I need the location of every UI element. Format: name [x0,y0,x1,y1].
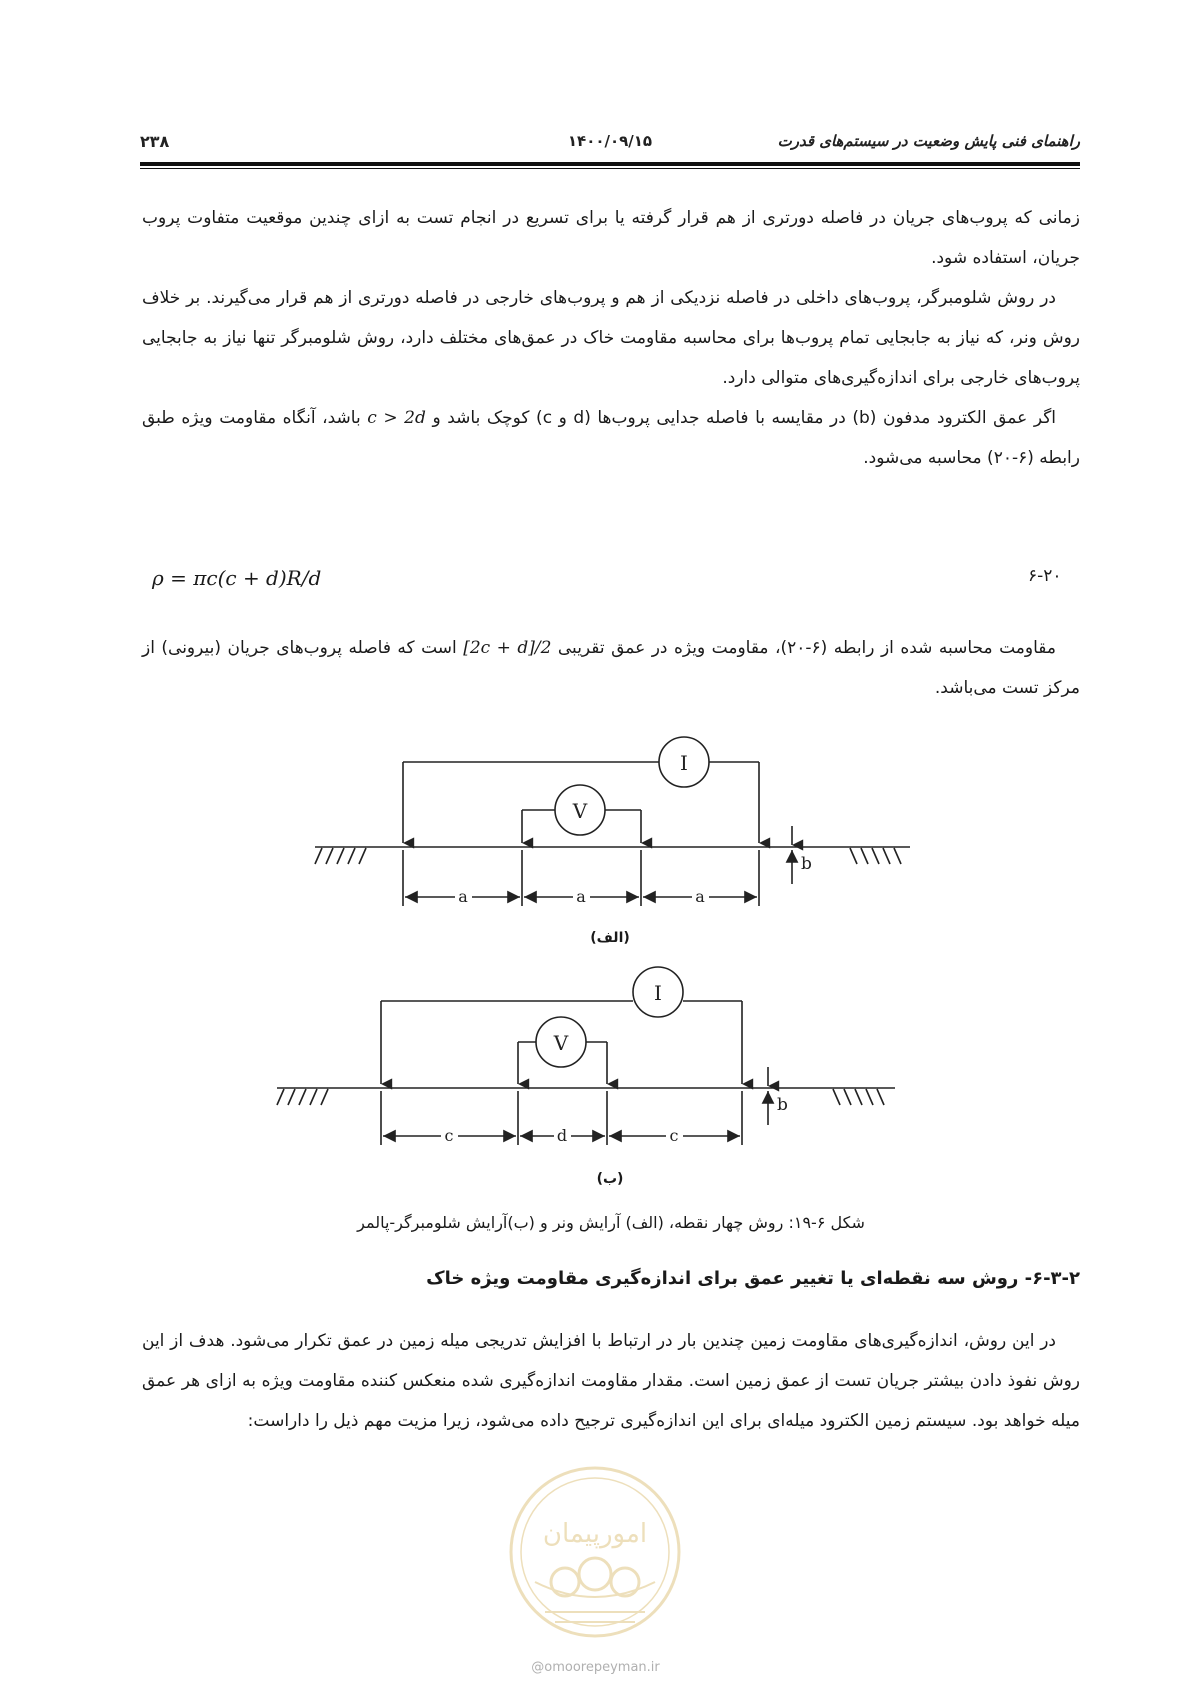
schlumberger-diagram [0,876,895,1145]
equation-formula: ρ = πc(c + d)R/d [152,566,322,590]
depth-b-label: b [777,1095,788,1115]
paragraph-3-end: باشد، آنگاه مقاومت ویژه طبق رابطه (۶-۲۰) محاسبه می‌شود. [142,408,1080,468]
figure-subcaption-a: (الف) [590,930,630,946]
spacing-a2-label: a [576,887,586,906]
ground-hatch-left-b [277,1089,328,1105]
inline-math-condition: c > 2d [367,408,426,428]
voltmeter-b-label: V [553,1031,569,1055]
header-date: ۱۴۰۰/۰۹/۱۵ [567,132,653,150]
paragraph-4-start: مقاومت محاسبه شده از رابطه (۶-۲۰)، مقاومت ویژه در عمق تقریبی [557,638,1056,658]
ground-hatch-left-a [315,848,366,864]
watermark-seal-logo [505,1462,685,1642]
voltmeter-a-label: V [572,799,588,823]
figure-caption: شکل ۶-۱۹: روش چهار نقطه، (الف) آرایش ونر و (ب)آرایش شلومبرگر-پالمر [357,1213,865,1232]
section-heading: ۶-۳-۲- روش سه نقطه‌ای یا تغییر عمق برای اندازه‌گیری مقاومت ویژه خاک [426,1268,1080,1289]
paragraph-4-end: است که فاصله پروب‌های جریان (بیرونی) از مرکز تست می‌باشد. [142,638,1080,698]
paragraph-5: در این روش، اندازه‌گیری‌های مقاومت زمین چندین بار در ارتباط با افزایش تدریجی میله زمین در عمق تکرار می‌شود. هدف از این روش نفوذ دادن بیشتر جریان تست از عمق زمین است. مقدار مقاومت اندازه‌گیری شده منعکس کننده مقاومت ویژه به ازای هر عمق میله خواهد بود. سیستم زمین الکترود میله‌ای برای این اندازه‌گیری ترجیح داده می‌شود، زیرا مزیت مهم ذیل را داراست: [142,1331,1080,1431]
spacing-a1-label: a [458,887,468,906]
spacing-c2-label: c [669,1126,679,1145]
ammeter-a-label: I [680,751,688,775]
spacing-a3-label: a [695,887,705,906]
wenner-diagram [315,737,910,906]
spacing-d-label: d [556,1126,568,1145]
seal-text: امورپیمان [542,1519,648,1549]
depth-a-label: b [801,854,812,874]
paragraph-3-start: اگر عمق الکترود مدفون (b) در مقایسه با فاصله جدایی پروب‌ها (d و c) کوچک باشد و [432,408,1057,428]
page-number: ۲۳۸ [140,132,170,151]
text-block-bottom [142,1321,1080,1441]
spacing-c1-label: c [444,1126,454,1145]
ammeter-b-label: I [654,981,662,1005]
paragraph-2: در روش شلومبرگر، پروب‌های داخلی در فاصله نزدیکی از هم و پروب‌های خارجی در فاصله دورتری از هم قرار می‌گیرند. بر خلاف روش ونر، که نیاز به جابجایی تمام پروب‌ها برای محاسبه مقاومت خاک در عمق‌های مختلف دارد، روش شلومبرگر تنها نیاز به جابجایی پروب‌های خارجی برای اندازه‌گیری‌های متوالی دارد. [142,288,1080,388]
inline-math-depth: [2c + d]/2 [463,638,552,658]
figure-subcaption-b: (ب) [596,1171,624,1187]
ground-hatch-right-b [833,1089,884,1105]
equation-number: ۶-۲۰ [1028,566,1062,586]
watermark-url: @omoorepeyman.ir [531,1660,660,1675]
book-title: راهنمای فنی پایش وضعیت در سیستم‌های قدرت [777,132,1080,150]
ground-hatch-right-a [850,848,901,864]
paragraph-1: زمانی که پروب‌های جریان در فاصله دورتری از هم قرار گرفته یا برای تسریع در انجام تست به ازای چندین موقعیت متفاوت پروب جریان، استفاده شود. [142,208,1080,268]
